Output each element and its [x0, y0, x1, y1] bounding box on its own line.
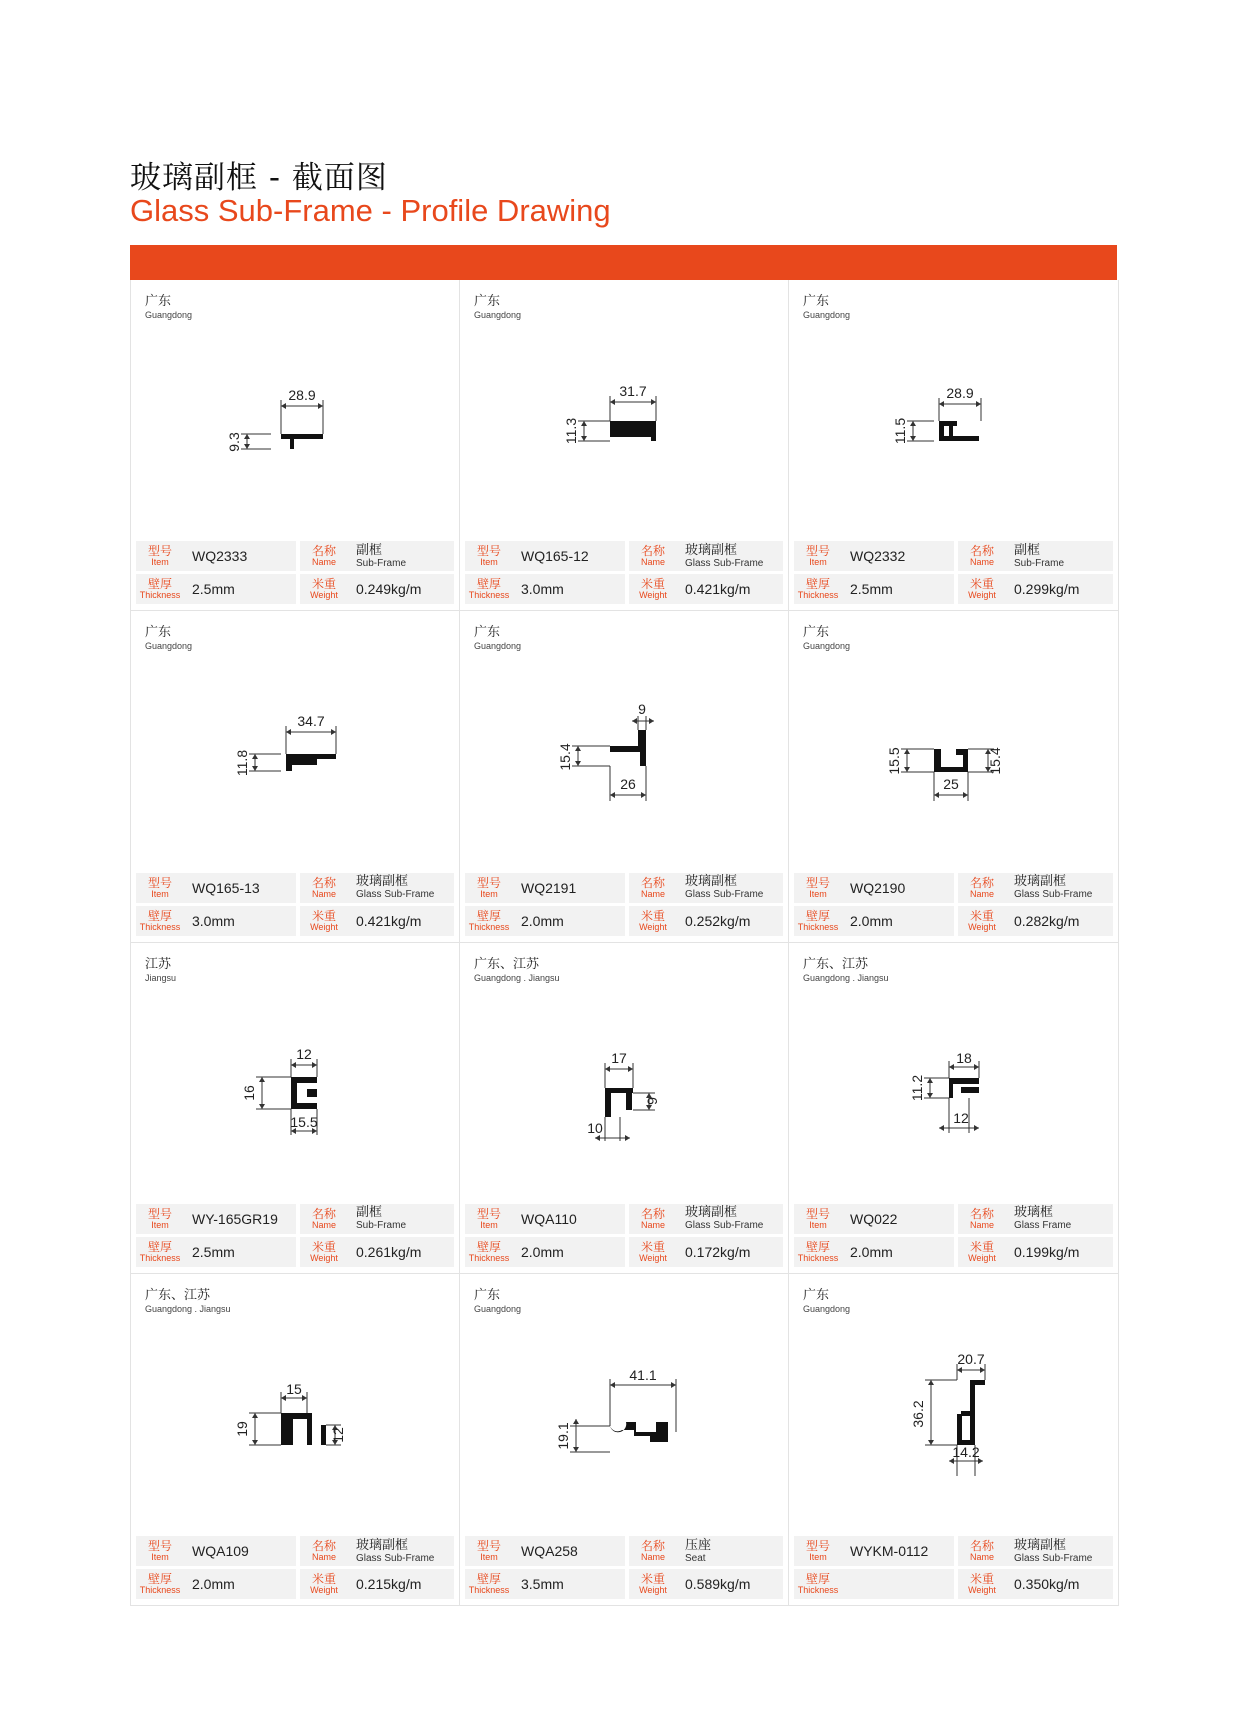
spec-row-item: [794, 1204, 1113, 1234]
weight-label: 米重 Weight: [958, 1569, 1006, 1599]
dimension-label: 12: [953, 1109, 969, 1126]
name-value: 玻璃框 Glass Frame: [1006, 1204, 1113, 1234]
dimension-label: 31.7: [619, 383, 647, 399]
thickness-value: 2.0mm: [842, 1237, 954, 1267]
name-value: 玻璃副框 Glass Sub-Frame: [1006, 1536, 1113, 1566]
product-card: [789, 943, 1118, 1274]
spec-row-item: [136, 1204, 454, 1234]
spec-row-thickness: [136, 906, 454, 936]
region-label: [803, 1284, 850, 1314]
spec-table: [465, 541, 783, 605]
item-value: WQ165-13: [184, 873, 296, 903]
spec-row-thickness: [465, 1569, 783, 1599]
region-en: Guangdong: [474, 310, 522, 320]
spec-row-item: [794, 541, 1113, 571]
profile-drawing: [460, 320, 788, 550]
spec-row-thickness: [465, 1237, 783, 1267]
spec-table: [136, 1536, 454, 1600]
item-label: 型号 Item: [465, 1204, 513, 1234]
weight-label: 米重 Weight: [958, 906, 1006, 936]
region-label: [803, 953, 889, 983]
thickness-label: 壁厚 Thickness: [794, 574, 842, 604]
spec-row-item: [465, 1536, 783, 1566]
spec-row-item: [794, 873, 1113, 903]
dimension-label: 25: [943, 776, 959, 793]
profile-drawing: [789, 651, 1117, 881]
spec-table: [465, 873, 783, 937]
dimension-label: 14.2: [952, 1443, 980, 1460]
weight-label: 米重 Weight: [629, 574, 677, 604]
thickness-value: [842, 1569, 954, 1599]
dimension-label: 15.5: [886, 747, 902, 775]
region-label: [474, 290, 521, 320]
dimension-label: 12: [296, 1045, 312, 1062]
spec-table: [465, 1536, 783, 1600]
thickness-label: 壁厚 Thickness: [465, 574, 513, 604]
thickness-value: 2.0mm: [184, 1569, 296, 1599]
spec-table: [136, 873, 454, 937]
profile-drawing: [789, 320, 1117, 550]
item-value: WQ022: [842, 1204, 954, 1234]
thickness-value: 3.5mm: [513, 1569, 625, 1599]
profile-drawing: [460, 983, 788, 1213]
thickness-label: 壁厚 Thickness: [465, 906, 513, 936]
spec-table: [794, 1204, 1113, 1268]
region-cn: 广东: [145, 294, 172, 309]
dimension-label: 15.4: [557, 743, 573, 771]
profile-drawing: [460, 651, 788, 881]
region-cn: 江苏: [145, 956, 172, 972]
region-cn: 广东: [803, 1287, 830, 1303]
product-card: [789, 1274, 1118, 1605]
item-label: 型号 Item: [136, 541, 184, 571]
dimension-label: 9.3: [226, 432, 242, 452]
region-en: Guangdong: [145, 310, 193, 320]
profile-drawing: [131, 651, 459, 881]
weight-label: 米重 Weight: [300, 906, 348, 936]
name-label: 名称 Name: [300, 1536, 348, 1566]
region-cn: 广东、江苏: [474, 956, 540, 972]
product-card: [131, 1274, 460, 1605]
name-label: 名称 Name: [629, 873, 677, 903]
name-value: 玻璃副框 Glass Sub-Frame: [1006, 873, 1113, 903]
weight-value: 0.282kg/m: [1006, 906, 1113, 936]
product-grid: [130, 280, 1119, 1606]
name-label: 名称 Name: [300, 873, 348, 903]
item-value: WQA109: [184, 1536, 296, 1566]
region-en: Guangdong . Jiangsu: [803, 972, 889, 983]
region-cn: 广东: [474, 1287, 501, 1303]
spec-row-item: [465, 873, 783, 903]
spec-row-thickness: [794, 574, 1113, 604]
name-value: 副框 Sub-Frame: [348, 1204, 454, 1234]
region-label: [474, 621, 521, 651]
name-value: 副框 Sub-Frame: [348, 541, 454, 571]
thickness-value: 2.0mm: [513, 1237, 625, 1267]
dimension-label: 16: [241, 1084, 257, 1101]
item-label: 型号 Item: [465, 541, 513, 571]
item-label: 型号 Item: [794, 1204, 842, 1234]
spec-row-thickness: [136, 574, 454, 604]
page-title-cn: 玻璃副框 - 截面图: [130, 160, 388, 196]
item-value: WQA258: [513, 1536, 625, 1566]
profile-drawing: [131, 1314, 459, 1544]
region-en: Guangdong . Jiangsu: [474, 972, 560, 983]
region-cn: 广东、江苏: [145, 1287, 211, 1303]
thickness-value: 3.0mm: [184, 906, 296, 936]
spec-table: [794, 541, 1113, 605]
item-value: WQA110: [513, 1204, 625, 1234]
spec-table: [465, 1204, 783, 1268]
region-en: Guangdong: [474, 1303, 522, 1314]
profile-drawing: [131, 983, 459, 1213]
dimension-label: 15: [286, 1380, 302, 1397]
spec-row-item: [136, 1536, 454, 1566]
thickness-value: 3.0mm: [513, 574, 625, 604]
item-value: WY-165GR19: [184, 1204, 296, 1234]
spec-row-thickness: [794, 906, 1113, 936]
product-card: [131, 280, 460, 611]
thickness-label: 壁厚 Thickness: [136, 1569, 184, 1599]
spec-row-item: [136, 541, 454, 571]
profile-drawing: [460, 1314, 788, 1544]
name-value: 玻璃副框 Glass Sub-Frame: [348, 1536, 454, 1566]
weight-value: 0.199kg/m: [1006, 1237, 1113, 1267]
weight-value: 0.350kg/m: [1006, 1569, 1113, 1599]
thickness-label: 壁厚 Thickness: [136, 574, 184, 604]
profile-drawing: [789, 1314, 1117, 1544]
dimension-label: 28.9: [946, 385, 974, 401]
thickness-value: 2.0mm: [513, 906, 625, 936]
weight-label: 米重 Weight: [629, 1237, 677, 1267]
weight-value: 0.299kg/m: [1006, 574, 1113, 604]
weight-value: 0.589kg/m: [677, 1569, 783, 1599]
dimension-label: 34.7: [297, 713, 325, 730]
weight-value: 0.249kg/m: [348, 574, 454, 604]
thickness-label: 壁厚 Thickness: [465, 1569, 513, 1599]
weight-value: 0.172kg/m: [677, 1237, 783, 1267]
spec-row-thickness: [794, 1569, 1113, 1599]
product-card: [131, 943, 460, 1274]
product-card: [460, 943, 789, 1274]
thickness-value: 2.0mm: [842, 906, 954, 936]
page-title-en: Glass Sub-Frame - Profile Drawing: [130, 193, 611, 228]
product-card: [460, 280, 789, 611]
dimension-label: 9: [638, 701, 646, 718]
weight-label: 米重 Weight: [958, 574, 1006, 604]
item-value: WQ2190: [842, 873, 954, 903]
dimension-label: 26: [620, 776, 636, 793]
region-label: [803, 290, 850, 320]
item-label: 型号 Item: [136, 1536, 184, 1566]
dimension-label: 12: [330, 1426, 346, 1443]
dimension-label: 15.5: [290, 1113, 318, 1130]
thickness-label: 壁厚 Thickness: [794, 1569, 842, 1599]
item-label: 型号 Item: [465, 1536, 513, 1566]
profile-drawing: [131, 320, 459, 550]
region-cn: 广东: [474, 625, 501, 641]
spec-row-item: [794, 1536, 1113, 1566]
thickness-label: 壁厚 Thickness: [136, 906, 184, 936]
dimension-label: 10: [587, 1119, 603, 1136]
spec-row-thickness: [136, 1237, 454, 1267]
thickness-label: 壁厚 Thickness: [794, 1237, 842, 1267]
region-label: [474, 953, 560, 983]
spec-table: [794, 1536, 1113, 1600]
region-cn: 广东: [145, 625, 172, 641]
weight-label: 米重 Weight: [300, 574, 348, 604]
region-cn: 广东: [803, 625, 830, 641]
weight-value: 0.261kg/m: [348, 1237, 454, 1267]
spec-row-thickness: [465, 906, 783, 936]
item-value: WQ2332: [842, 541, 954, 571]
spec-table: [136, 541, 454, 605]
region-en: Guangdong: [474, 641, 522, 652]
profile-drawing: [789, 983, 1117, 1213]
dimension-label: 11.2: [909, 1074, 925, 1101]
dimension-label: 20.7: [957, 1350, 985, 1367]
region-en: Jiangsu: [145, 972, 177, 983]
header-band: [130, 245, 1117, 280]
weight-value: 0.252kg/m: [677, 906, 783, 936]
thickness-label: 壁厚 Thickness: [465, 1237, 513, 1267]
name-value: 玻璃副框 Glass Sub-Frame: [677, 541, 783, 571]
item-value: WQ2191: [513, 873, 625, 903]
thickness-value: 2.5mm: [842, 574, 954, 604]
name-label: 名称 Name: [958, 541, 1006, 571]
region-en: Guangdong: [803, 641, 851, 652]
name-label: 名称 Name: [300, 1204, 348, 1234]
dimension-label: 11.8: [234, 750, 250, 777]
weight-label: 米重 Weight: [958, 1237, 1006, 1267]
name-label: 名称 Name: [958, 873, 1006, 903]
dimension-label: 41.1: [629, 1366, 657, 1383]
weight-label: 米重 Weight: [629, 906, 677, 936]
region-label: [145, 953, 176, 983]
item-label: 型号 Item: [794, 1536, 842, 1566]
item-label: 型号 Item: [136, 873, 184, 903]
weight-label: 米重 Weight: [300, 1237, 348, 1267]
dimension-label: 19: [234, 1420, 250, 1437]
thickness-label: 壁厚 Thickness: [136, 1237, 184, 1267]
name-label: 名称 Name: [958, 1204, 1006, 1234]
thickness-value: 2.5mm: [184, 1237, 296, 1267]
name-value: 压座 Seat: [677, 1536, 783, 1566]
dimension-label: 36.2: [910, 1400, 926, 1428]
item-label: 型号 Item: [794, 541, 842, 571]
region-label: [145, 1284, 231, 1314]
name-label: 名称 Name: [629, 1204, 677, 1234]
name-value: 副框 Sub-Frame: [1006, 541, 1113, 571]
item-label: 型号 Item: [136, 1204, 184, 1234]
spec-table: [794, 873, 1113, 937]
region-label: [145, 290, 192, 320]
spec-row-item: [136, 873, 454, 903]
dimension-label: 18: [956, 1049, 972, 1066]
weight-value: 0.215kg/m: [348, 1569, 454, 1599]
item-label: 型号 Item: [794, 873, 842, 903]
name-label: 名称 Name: [958, 1536, 1006, 1566]
dimension-label: 11.3: [563, 417, 579, 445]
spec-row-item: [465, 541, 783, 571]
region-cn: 广东: [803, 294, 830, 309]
dimension-label: 17: [611, 1049, 627, 1066]
name-label: 名称 Name: [300, 541, 348, 571]
spec-row-thickness: [794, 1237, 1113, 1267]
item-value: WYKM-0112: [842, 1536, 954, 1566]
spec-row-thickness: [465, 574, 783, 604]
product-card: [460, 611, 789, 942]
region-label: [803, 621, 850, 651]
product-card: [131, 611, 460, 942]
product-card: [789, 611, 1118, 942]
spec-row-thickness: [136, 1569, 454, 1599]
weight-value: 0.421kg/m: [348, 906, 454, 936]
dimension-label: 15.4: [987, 747, 1003, 775]
region-cn: 广东、江苏: [803, 956, 869, 972]
region-en: Guangdong: [803, 1303, 851, 1314]
item-value: WQ2333: [184, 541, 296, 571]
region-cn: 广东: [474, 294, 501, 309]
name-label: 名称 Name: [629, 1536, 677, 1566]
weight-label: 米重 Weight: [300, 1569, 348, 1599]
name-value: 玻璃副框 Glass Sub-Frame: [677, 1204, 783, 1234]
spec-table: [136, 1204, 454, 1268]
region-en: Guangdong . Jiangsu: [145, 1303, 231, 1314]
region-label: [474, 1284, 521, 1314]
spec-row-item: [465, 1204, 783, 1234]
dimension-label: 28.9: [288, 387, 316, 403]
dimension-label: 9: [644, 1096, 660, 1105]
dimension-label: 11.5: [892, 417, 908, 445]
dimension-label: 19.1: [555, 1422, 571, 1450]
region-en: Guangdong: [803, 310, 851, 320]
thickness-label: 壁厚 Thickness: [794, 906, 842, 936]
region-label: [145, 621, 192, 651]
name-value: 玻璃副框 Glass Sub-Frame: [677, 873, 783, 903]
item-value: WQ165-12: [513, 541, 625, 571]
name-value: 玻璃副框 Glass Sub-Frame: [348, 873, 454, 903]
product-card: [789, 280, 1118, 611]
weight-value: 0.421kg/m: [677, 574, 783, 604]
item-label: 型号 Item: [465, 873, 513, 903]
product-card: [460, 1274, 789, 1605]
weight-label: 米重 Weight: [629, 1569, 677, 1599]
name-label: 名称 Name: [629, 541, 677, 571]
region-en: Guangdong: [145, 641, 193, 652]
thickness-value: 2.5mm: [184, 574, 296, 604]
